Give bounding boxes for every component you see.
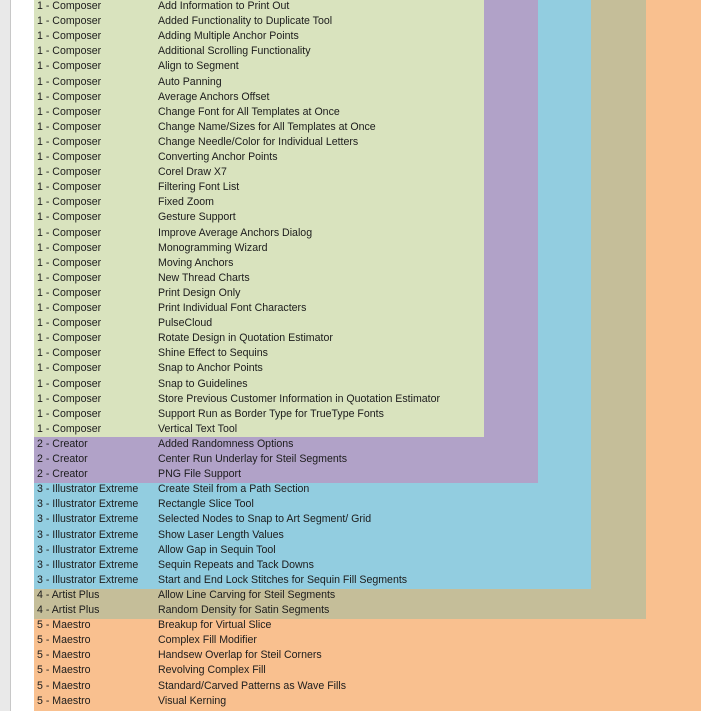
tier-cell: 1 - Composer — [37, 271, 102, 284]
tier-cell: 2 - Creator — [37, 437, 88, 450]
feature-cell: Support Run as Border Type for TrueType Fonts — [158, 407, 384, 420]
tier-cell: 3 - Illustrator Extreme — [37, 543, 139, 556]
tier-cell: 5 - Maestro — [37, 649, 91, 662]
feature-cell: Rotate Design in Quotation Estimator — [158, 332, 333, 345]
feature-cell: Revolving Complex Fill — [158, 664, 266, 677]
tier-cell: 1 - Composer — [37, 166, 102, 179]
feature-cell: Add Information to Print Out — [158, 0, 290, 12]
tier-cell: 4 - Artist Plus — [37, 604, 100, 616]
tier-cell: 1 - Composer — [37, 422, 102, 435]
feature-cell: Allow Line Carving for Steil Segments — [158, 588, 336, 601]
tier-cell: 5 - Maestro — [37, 634, 91, 647]
feature-cell: Print Design Only — [158, 286, 241, 299]
feature-cell: Complex Fill Modifier — [158, 634, 257, 647]
feature-cell: Print Individual Font Characters — [158, 302, 307, 314]
feature-cell: Change Font for All Templates at Once — [158, 105, 340, 118]
feature-cell: Align to Segment — [158, 60, 239, 73]
tier-cell: 1 - Composer — [37, 90, 102, 103]
tier-cell: 1 - Composer — [37, 317, 102, 330]
tier-cell: 5 - Maestro — [37, 619, 91, 632]
feature-cell: Standard/Carved Patterns as Wave Fills — [158, 679, 347, 692]
tier-cell: 1 - Composer — [37, 181, 102, 194]
tier-cell: 1 - Composer — [37, 105, 102, 118]
tier-cell: 1 - Composer — [37, 286, 102, 299]
tier-cell: 3 - Illustrator Extreme — [37, 573, 139, 586]
tier-cell: 1 - Composer — [37, 15, 102, 28]
tier-cell: 1 - Composer — [37, 45, 102, 58]
feature-cell: Rectangle Slice Tool — [158, 498, 254, 511]
feature-cell: Start and End Lock Stitches for Sequin Fill Segments — [158, 573, 408, 586]
tier-cell: 1 - Composer — [37, 241, 102, 254]
feature-cell: Added Randomness Options — [158, 437, 294, 450]
page-left-margin — [0, 0, 10, 711]
feature-cell: Snap to Guidelines — [158, 377, 248, 390]
tier-cell: 1 - Composer — [37, 135, 102, 148]
feature-cell: Corel Draw X7 — [158, 166, 227, 179]
page-edge-line — [10, 0, 11, 711]
feature-cell: Change Name/Sizes for All Templates at Once — [158, 120, 376, 133]
tier-cell: 1 - Composer — [37, 60, 102, 73]
feature-cell: Sequin Repeats and Tack Downs — [158, 558, 314, 571]
tier-cell: 1 - Composer — [37, 407, 102, 420]
tier-cell: 1 - Composer — [37, 392, 102, 405]
feature-cell: Gesture Support — [158, 211, 236, 224]
tier-cell: 1 - Composer — [37, 256, 102, 269]
feature-cell: Adding Multiple Anchor Points — [158, 30, 299, 43]
feature-cell: Monogramming Wizard — [158, 241, 268, 254]
feature-cell: PNG File Support — [158, 468, 242, 481]
tier-cell: 1 - Composer — [37, 196, 102, 209]
tier-cell: 1 - Composer — [37, 211, 102, 224]
tier-cell: 3 - Illustrator Extreme — [37, 513, 139, 526]
tier-cell: 1 - Composer — [37, 377, 102, 390]
feature-cell: Show Laser Length Values — [158, 528, 284, 541]
feature-cell: Allow Gap in Sequin Tool — [158, 543, 276, 556]
feature-cell: Change Needle/Color for Individual Letters — [158, 135, 359, 148]
feature-cell: Filtering Font List — [158, 181, 240, 194]
tier-cell: 1 - Composer — [37, 332, 102, 345]
feature-cell: Fixed Zoom — [158, 196, 214, 209]
feature-cell: Selected Nodes to Snap to Art Segment/ Grid — [158, 513, 372, 526]
tier-cell: 2 - Creator — [37, 468, 88, 481]
tier-cell: 5 - Maestro — [37, 679, 91, 692]
tier-cell: 5 - Maestro — [37, 664, 91, 677]
tier-cell: 1 - Composer — [37, 75, 102, 88]
tier-cell: 1 - Composer — [37, 226, 102, 239]
feature-cell: Added Functionality to Duplicate Tool — [158, 15, 333, 28]
tier-cell: 1 - Composer — [37, 151, 102, 163]
tier-cell: 3 - Illustrator Extreme — [37, 528, 139, 541]
feature-cell: PulseCloud — [158, 317, 213, 330]
tier-cell: 1 - Composer — [37, 362, 102, 375]
feature-cell: Snap to Anchor Points — [158, 362, 263, 375]
feature-cell: Breakup for Virtual Slice — [158, 619, 272, 632]
tier-cell: 1 - Composer — [37, 347, 102, 360]
tier-cell: 3 - Illustrator Extreme — [37, 558, 139, 571]
feature-cell: Handsew Overlap for Steil Corners — [158, 649, 322, 662]
feature-cell: Visual Kerning — [158, 694, 227, 707]
tier-cell: 1 - Composer — [37, 302, 102, 314]
feature-cell: Center Run Underlay for Steil Segments — [158, 453, 348, 465]
feature-cell: Vertical Text Tool — [158, 422, 238, 435]
feature-cell: Converting Anchor Points — [158, 151, 278, 163]
feature-cell: Additional Scrolling Functionality — [158, 45, 311, 58]
tier-cell: 3 - Illustrator Extreme — [37, 498, 139, 511]
feature-cell: Improve Average Anchors Dialog — [158, 226, 313, 239]
feature-cell: Moving Anchors — [158, 256, 234, 269]
feature-cell: New Thread Charts — [158, 271, 250, 284]
feature-cell: Random Density for Satin Segments — [158, 604, 330, 616]
tier-cell: 1 - Composer — [37, 120, 102, 133]
tier-cell: 1 - Composer — [37, 30, 102, 43]
feature-cell: Store Previous Customer Information in Quotation Estimator — [158, 392, 441, 405]
tier-cell: 1 - Composer — [37, 0, 102, 12]
feature-cell: Average Anchors Offset — [158, 90, 270, 103]
feature-cell: Shine Effect to Sequins — [158, 347, 268, 360]
tier-cell: 2 - Creator — [37, 453, 88, 465]
tier-cell: 3 - Illustrator Extreme — [37, 483, 139, 496]
feature-cell: Create Steil from a Path Section — [158, 483, 310, 496]
tier-cell: 5 - Maestro — [37, 694, 91, 707]
feature-cell: Auto Panning — [158, 75, 222, 88]
tier-cell: 4 - Artist Plus — [37, 588, 100, 601]
